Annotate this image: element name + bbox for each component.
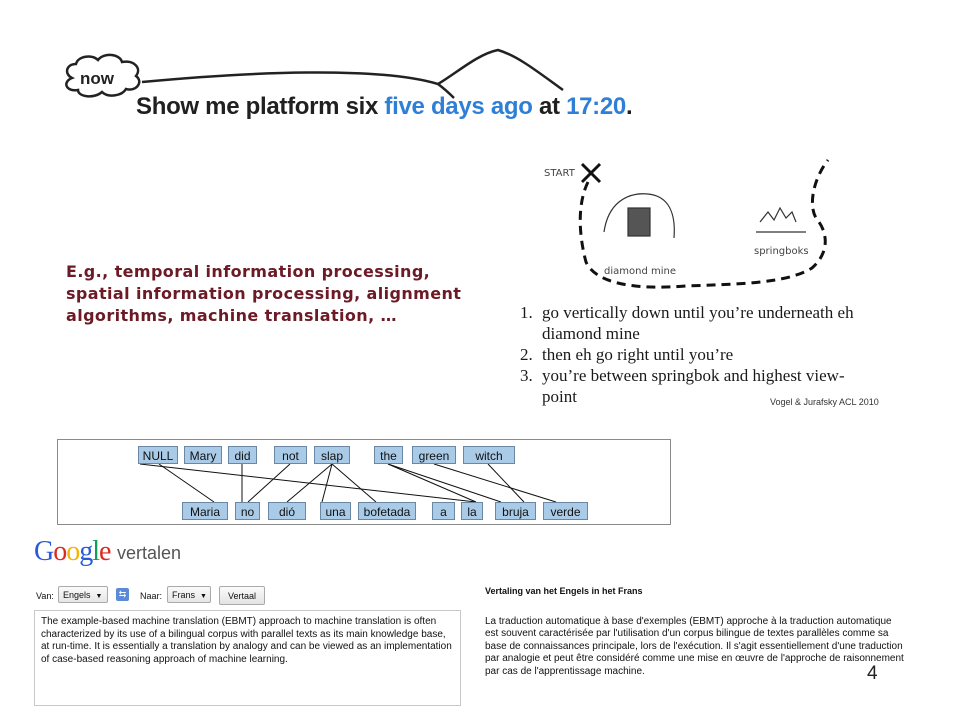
platform-sentence: Show me platform six five days ago at 17:20. bbox=[136, 93, 633, 120]
examples-line: algorithms, machine translation, … bbox=[66, 306, 397, 325]
instruction-row: 2. then eh go right until you’re bbox=[520, 345, 734, 364]
translation-result: La traduction automatique à base d'exemples (EBMT) approche à la traduction automatique est souvent caractérisée par l'utilisation d'un corpus bilingue de textes parallèles comme sa base de connaissances principale, lors de l'exécution. Il s'agit essentiellement d'une traduction par analogie et peut être considéré comme une mise en œuvre de l'approche de raisonnement par cas de l'apprentissage machine. bbox=[485, 616, 904, 677]
examples-text bbox=[66, 261, 496, 327]
examples-line: spatial information processing, alignment bbox=[66, 284, 462, 303]
target-word-la: la bbox=[461, 502, 483, 520]
target-word-dio: dió bbox=[268, 502, 306, 520]
source-text-input[interactable]: The example-based machine translation (EBMT) approach to machine translation is often characterized by its use of a bilingual corpus with parallel texts as its main knowledge base, at run-time. It is essentially a translation by analogy and can be viewed as an implementation of case-based reasoning approach of machine learning. bbox=[34, 610, 461, 706]
citation-credit: Vogel & Jurafsky ACL 2010 bbox=[770, 397, 879, 407]
source-word-did: did bbox=[228, 446, 257, 464]
target-word-bofetada: bofetada bbox=[358, 502, 416, 520]
start-x-icon bbox=[582, 164, 600, 182]
from-language-select[interactable]: Engels ▼ bbox=[58, 586, 108, 603]
source-word-null: NULL bbox=[138, 446, 178, 464]
instruction-row: point bbox=[542, 387, 577, 406]
alignment-lines bbox=[140, 464, 556, 502]
google-logo: Google bbox=[34, 536, 111, 567]
chevron-down-icon: ▼ bbox=[95, 593, 103, 600]
source-word-green: green bbox=[412, 446, 456, 464]
word-alignment-diagram bbox=[57, 439, 671, 525]
source-word-mary: Mary bbox=[184, 446, 222, 464]
to-language-label: Naar: bbox=[140, 591, 163, 601]
result-title: Vertaling van het Engels in het Frans bbox=[485, 586, 643, 596]
instruction-row: diamond mine bbox=[542, 324, 640, 343]
instruction-row: 3. you’re between springbok and highest view- bbox=[520, 366, 845, 385]
source-word-not: not bbox=[274, 446, 307, 464]
arc-to-17-20 bbox=[142, 50, 563, 90]
chevron-down-icon: ▼ bbox=[200, 593, 207, 600]
now-label: now bbox=[80, 69, 114, 88]
target-word-maria: Maria bbox=[182, 502, 228, 520]
target-word-una: una bbox=[320, 502, 351, 520]
target-word-no: no bbox=[235, 502, 260, 520]
target-word-bruja: bruja bbox=[495, 502, 536, 520]
target-word-verde: verde bbox=[543, 502, 588, 520]
translate-subtitle: vertalen bbox=[117, 543, 182, 563]
start-label: START bbox=[544, 168, 575, 179]
translate-button[interactable]: Vertaal bbox=[219, 586, 265, 605]
source-word-slap: slap bbox=[314, 446, 350, 464]
to-language-select[interactable]: Frans ▼ bbox=[167, 586, 211, 603]
examples-line: E.g., temporal information processing, bbox=[66, 262, 431, 281]
springbok-icon bbox=[756, 208, 806, 232]
diamond-mine-icon bbox=[604, 194, 674, 238]
from-language-label: Van: bbox=[36, 591, 54, 601]
diamond-mine-label: diamond mine bbox=[604, 266, 676, 277]
route-map-sketch bbox=[516, 152, 846, 302]
route-instructions bbox=[520, 302, 880, 407]
target-word-a: a bbox=[432, 502, 455, 520]
springboks-label: springboks bbox=[754, 246, 809, 257]
source-word-witch: witch bbox=[463, 446, 515, 464]
source-word-the: the bbox=[374, 446, 403, 464]
temporal-phrase-time: 17:20 bbox=[566, 93, 626, 120]
instruction-row: 1. go vertically down until you’re underneath eh bbox=[520, 303, 854, 322]
swap-languages-icon[interactable]: ⇆ bbox=[116, 588, 129, 601]
temporal-phrase-five-days-ago: five days ago bbox=[384, 93, 533, 120]
slide-page-number: 4 bbox=[867, 663, 878, 684]
